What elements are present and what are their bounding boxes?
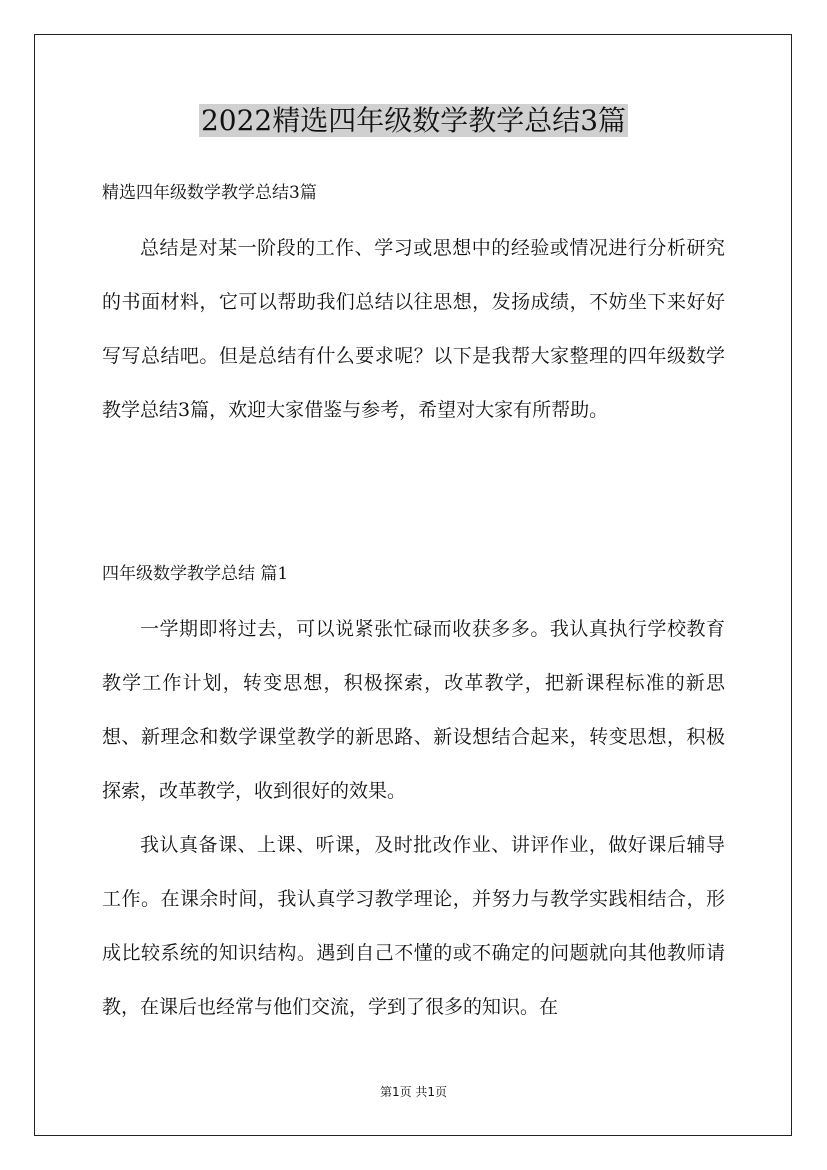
- intro-paragraph: 总结是对某一阶段的工作、学习或思想中的经验或情况进行分析研究的书面材料，它可以帮助我们总结以往思想，发扬成绩，不妨坐下来好好写写总结吧。但是总结有什么要求呢？以下是我帮大家整理的四年级数学教学总结3篇，欢迎大家借鉴与参考，希望对大家有所帮助。: [102, 237, 725, 421]
- document-title: [0, 101, 827, 141]
- body-paragraph: 我认真备课、上课、听课，及时批改作业、讲评作业，做好课后辅导工作。在课余时间，我认真学习教学理论，并努力与教学实践相结合，形成比较系统的知识结构。遇到自己不懂的或不确定的问题就向其他教师请教，在课后也经常与他们交流，学到了很多的知识。在: [102, 834, 725, 1018]
- page-number-footer: 第1页 共1页: [379, 1085, 448, 1099]
- section-heading: 四年级数学教学总结 篇1: [102, 564, 289, 584]
- document-title-text: 2022精选四年级数学教学总结3篇: [200, 104, 627, 137]
- document-subtitle: 精选四年级数学教学总结3篇: [102, 183, 317, 203]
- body-paragraph: 一学期即将过去，可以说紧张忙碌而收获多多。我认真执行学校教育教学工作计划，转变思想，积极探索，改革教学，把新课程标准的新思想、新理念和数学课堂教学的新思路、新设想结合起来，转变思想，积极探索，改革教学，收到很好的效果。: [102, 618, 725, 802]
